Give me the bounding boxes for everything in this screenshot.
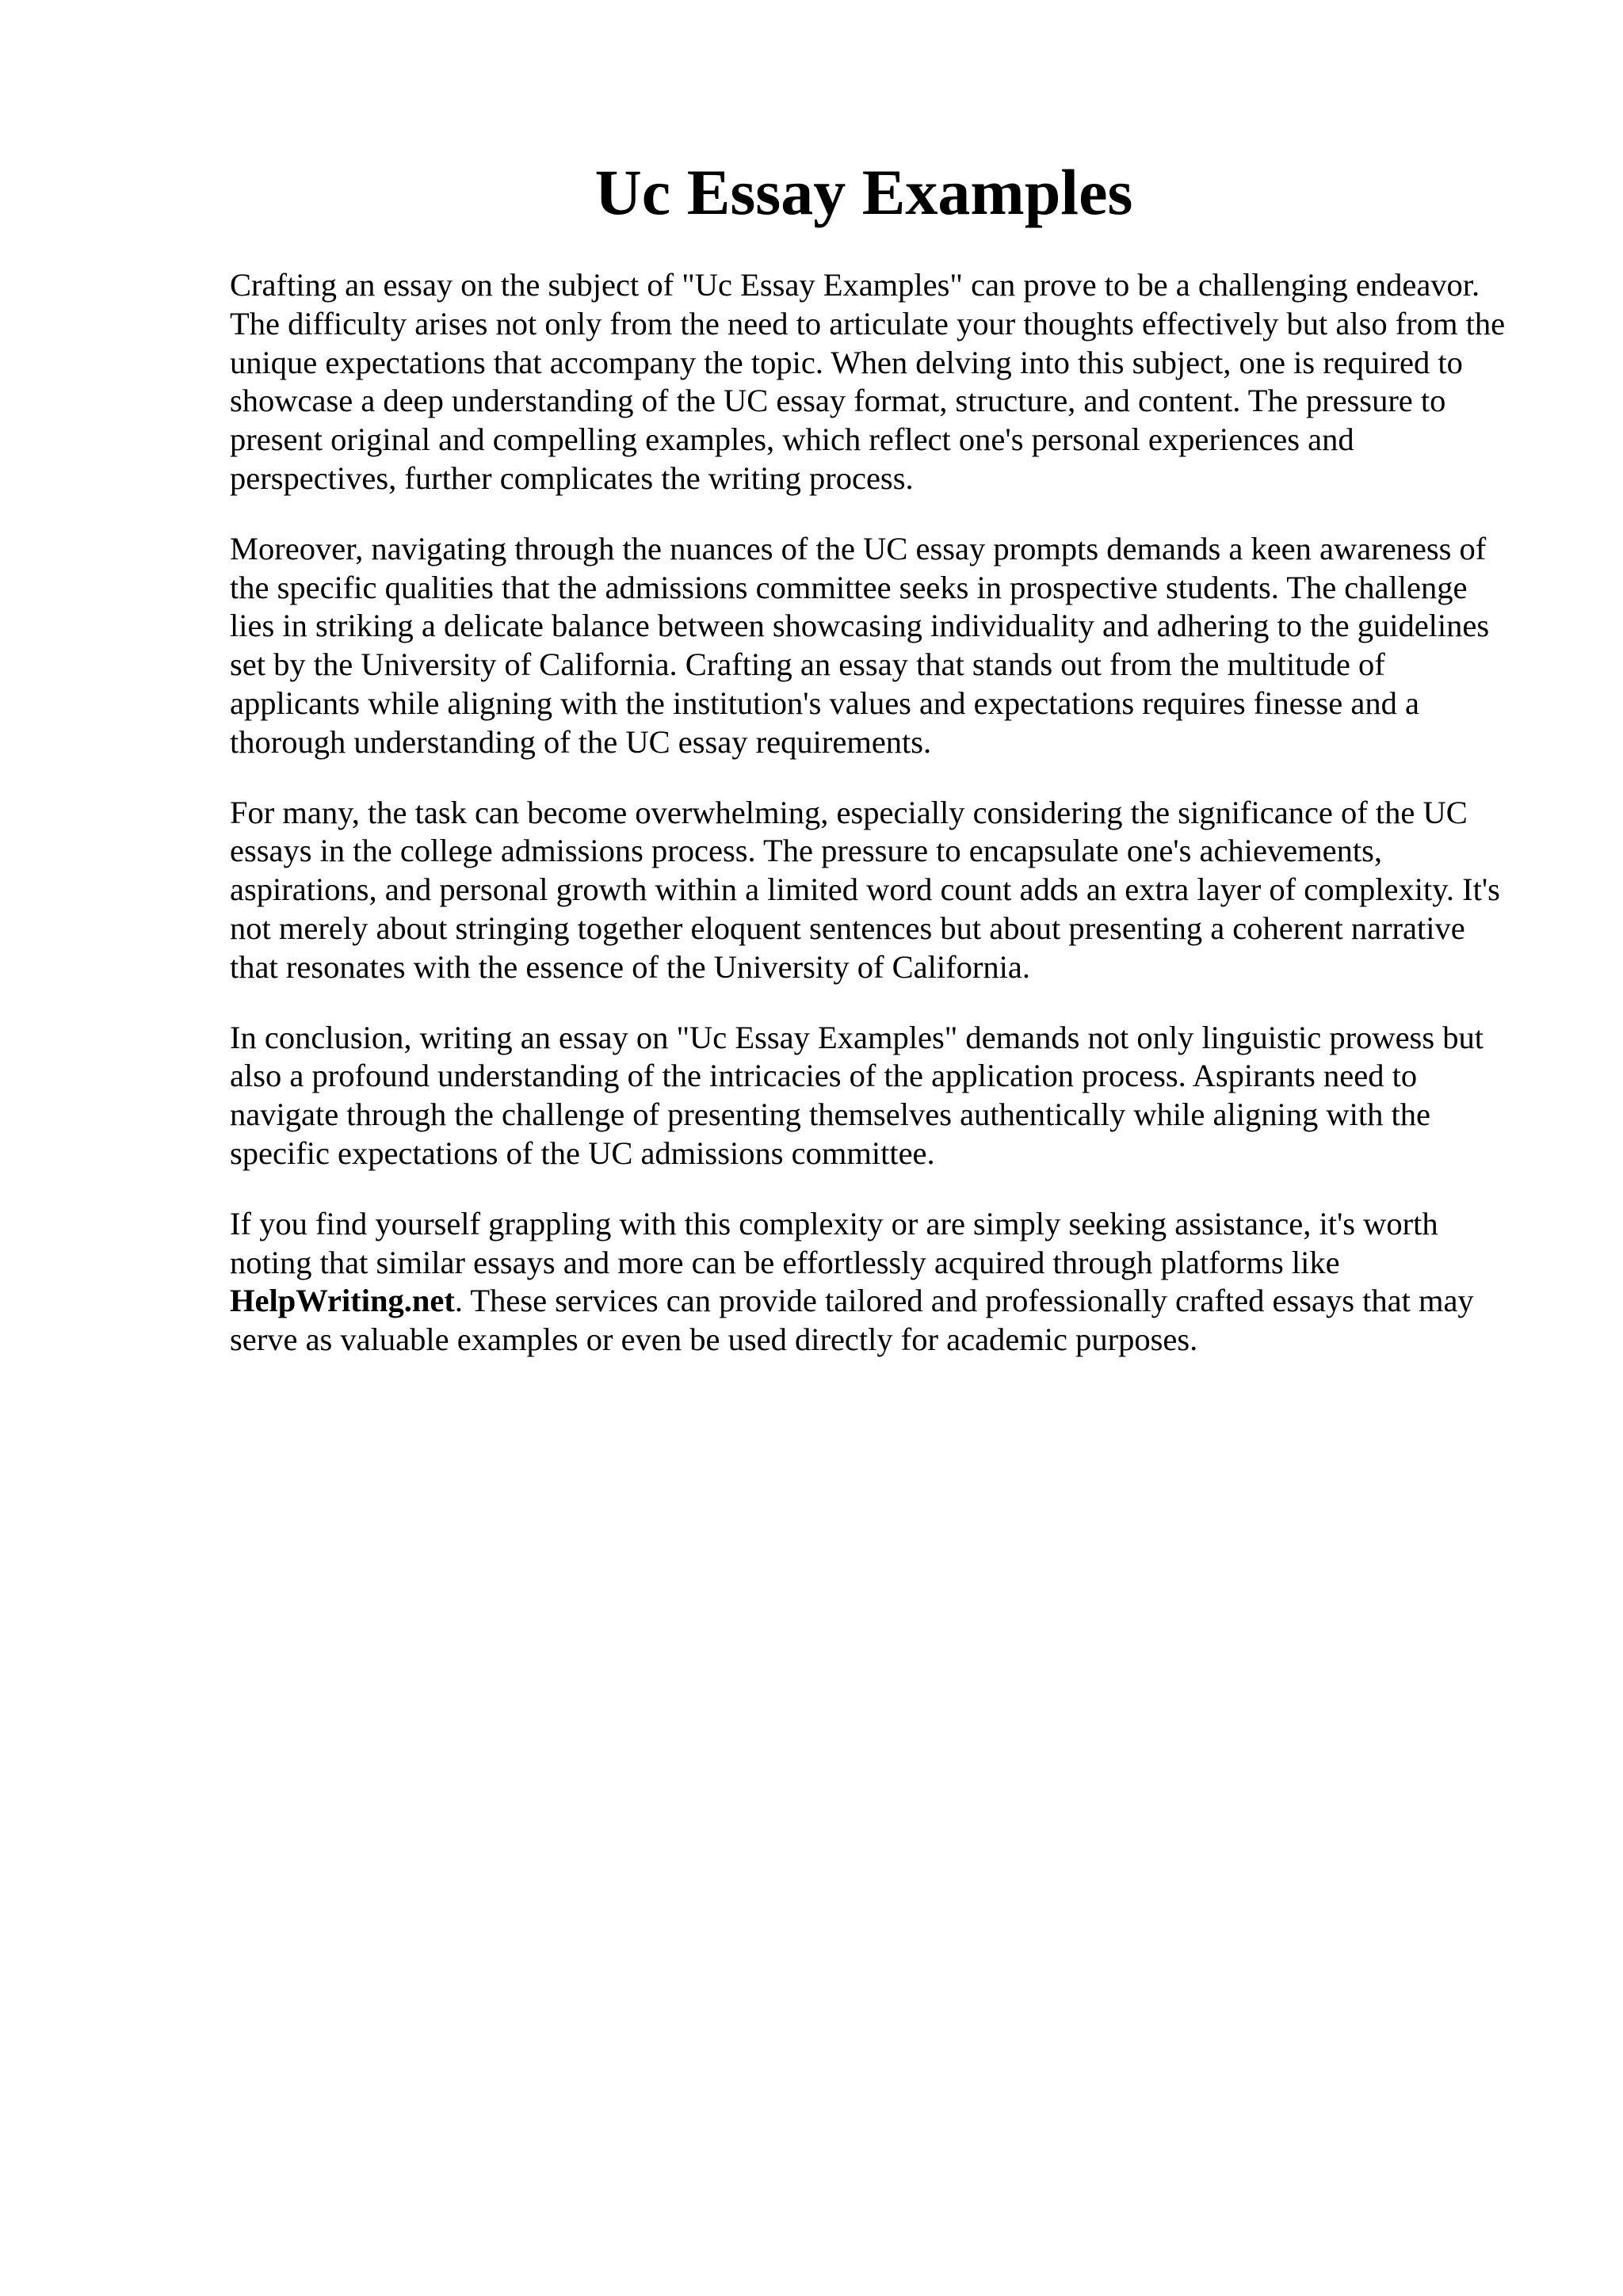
paragraph-1: Crafting an essay on the subject of "Uc Essay Examples" can prove to be a challenging endeavor. The difficulty arises not only from the need to articulate your thoughts effectively but also from the unique expectations that accompany the topic. When delving into this subject, one is required to showcase a deep understanding of the UC essay format, structure, and content. The pressure to present original and compelling examples, which reflect one's personal experiences and perspectives, further complicates the writing process. (230, 267, 1506, 496)
paragraph-5 (230, 1205, 1514, 1360)
paragraph-2: Moreover, navigating through the nuances of the UC essay prompts demands a keen awareness of the specific qualities that the admissions committee seeks in prospective students. The challenge lies in striking a delicate balance between showcasing individuality and adhering to the guidelines set by the University of California. Crafting an essay that stands out from the multitude of applicants while aligning with the institution's values and expectations requires finesse and a thorough understanding of the UC essay requirements. (230, 530, 1490, 760)
paragraph-5-text-after: . These services can provide tailored and professionally crafted essays that may serve as valuable examples or even be used directly for academic purposes. (230, 1283, 1474, 1358)
paragraph-4: In conclusion, writing an essay on "Uc Essay Examples" demands not only linguistic prowess but also a profound understanding of the intricacies of the application process. Aspirants need to navigate through the challenge of presenting themselves authentically while aligning with the specific expectations of the UC admissions committee. (230, 1019, 1484, 1171)
paragraph-5-text-before: If you find yourself grappling with this complexity or are simply seeking assistance, it's worth noting that similar essays and more can be effortlessly acquired through platforms like (230, 1205, 1438, 1280)
document-body (230, 266, 1514, 1391)
brand-name: HelpWriting.net (230, 1283, 455, 1319)
document-title: Uc Essay Examples (594, 156, 1133, 228)
paragraph-3: For many, the task can become overwhelming, especially considering the significance of the UC essays in the college admissions process. The pressure to encapsulate one's achievements, aspirations, and personal growth within a limited word count adds an extra layer of complexity. It's not merely about stringing together eloquent sentences but about presenting a coherent narrative that resonates with the essence of the University of California. (230, 794, 1500, 985)
